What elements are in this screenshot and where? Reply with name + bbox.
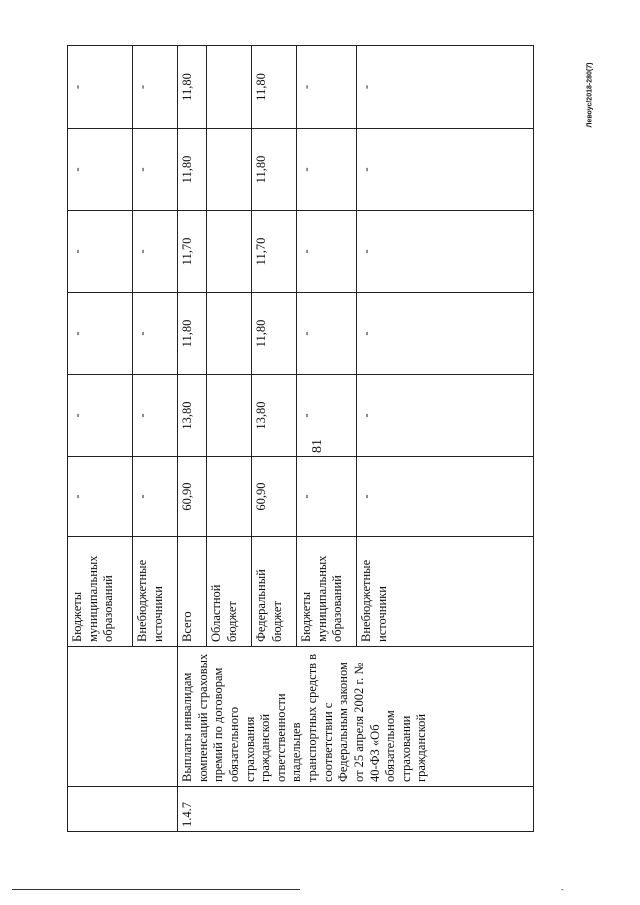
page-number: 81 (310, 439, 325, 453)
value-cell (207, 129, 252, 211)
footer-line (12, 889, 300, 890)
value-cell: - (68, 211, 133, 293)
value-cell: 13,80 (252, 375, 297, 457)
value-cell: - (68, 457, 133, 537)
value-cell: - (68, 46, 133, 129)
empty-description-cell (68, 647, 178, 787)
value-cell: 11,80 (252, 293, 297, 375)
value-cell: 11,80 (252, 129, 297, 211)
value-cell: 11,70 (178, 211, 207, 293)
budget-table-frame (67, 46, 533, 832)
rotated-table-container (67, 46, 533, 832)
value-cell: 11,80 (178, 293, 207, 375)
value-cell (207, 293, 252, 375)
value-cell: 60,90 (252, 457, 297, 537)
value-cell: - (297, 375, 357, 457)
value-cell: - (297, 46, 357, 129)
budget-table (67, 45, 534, 832)
value-cell: - (297, 293, 357, 375)
value-cell (207, 375, 252, 457)
value-cell: - (133, 46, 178, 129)
value-cell: 11,80 (178, 129, 207, 211)
funding-source: Всего (178, 537, 207, 647)
value-cell: 11,80 (252, 46, 297, 129)
funding-source: Бюджеты муниципальных образований (297, 537, 357, 647)
value-cell: - (133, 375, 178, 457)
funding-source: Федеральный бюджет (252, 537, 297, 647)
value-cell: - (357, 293, 534, 375)
value-cell: - (297, 457, 357, 537)
table-row (178, 46, 207, 832)
value-cell (207, 46, 252, 129)
value-cell: 11,80 (178, 46, 207, 129)
value-cell: - (68, 375, 133, 457)
value-cell: - (357, 211, 534, 293)
row-id: 1.4.7 (178, 787, 534, 832)
value-cell: - (357, 46, 534, 129)
empty-id-cell (68, 787, 178, 832)
value-cell: - (133, 293, 178, 375)
document-code: Левоус/2018-280(7) (586, 62, 594, 128)
value-cell: 11,70 (252, 211, 297, 293)
value-cell: - (357, 375, 534, 457)
value-cell (207, 211, 252, 293)
value-cell: - (133, 211, 178, 293)
funding-source: Бюджеты муниципальных образований (68, 537, 133, 647)
measure-description: Выплаты инвалидам компенсаций страховых премий по договорам обязательного страхования гражданской ответственности владельцев транспортных средств в соответствии с Федеральным законом от 25 апреля 2002 г. № 40-ФЗ «Об обязательном страховании гражданской (178, 647, 534, 787)
value-cell: - (133, 457, 178, 537)
value-cell: - (68, 293, 133, 375)
footer-mark: - (561, 885, 564, 894)
funding-source: Внебюджетные источники (133, 537, 178, 647)
value-cell: - (297, 211, 357, 293)
value-cell: - (357, 457, 534, 537)
value-cell: - (133, 129, 178, 211)
value-cell: - (68, 129, 133, 211)
value-cell: 13,80 (178, 375, 207, 457)
funding-source: Областной бюджет (207, 537, 252, 647)
table-row (68, 46, 133, 832)
value-cell: 60,90 (178, 457, 207, 537)
value-cell (207, 457, 252, 537)
value-cell: - (357, 129, 534, 211)
funding-source: Внебюджетные источники (357, 537, 534, 647)
value-cell: - (297, 129, 357, 211)
